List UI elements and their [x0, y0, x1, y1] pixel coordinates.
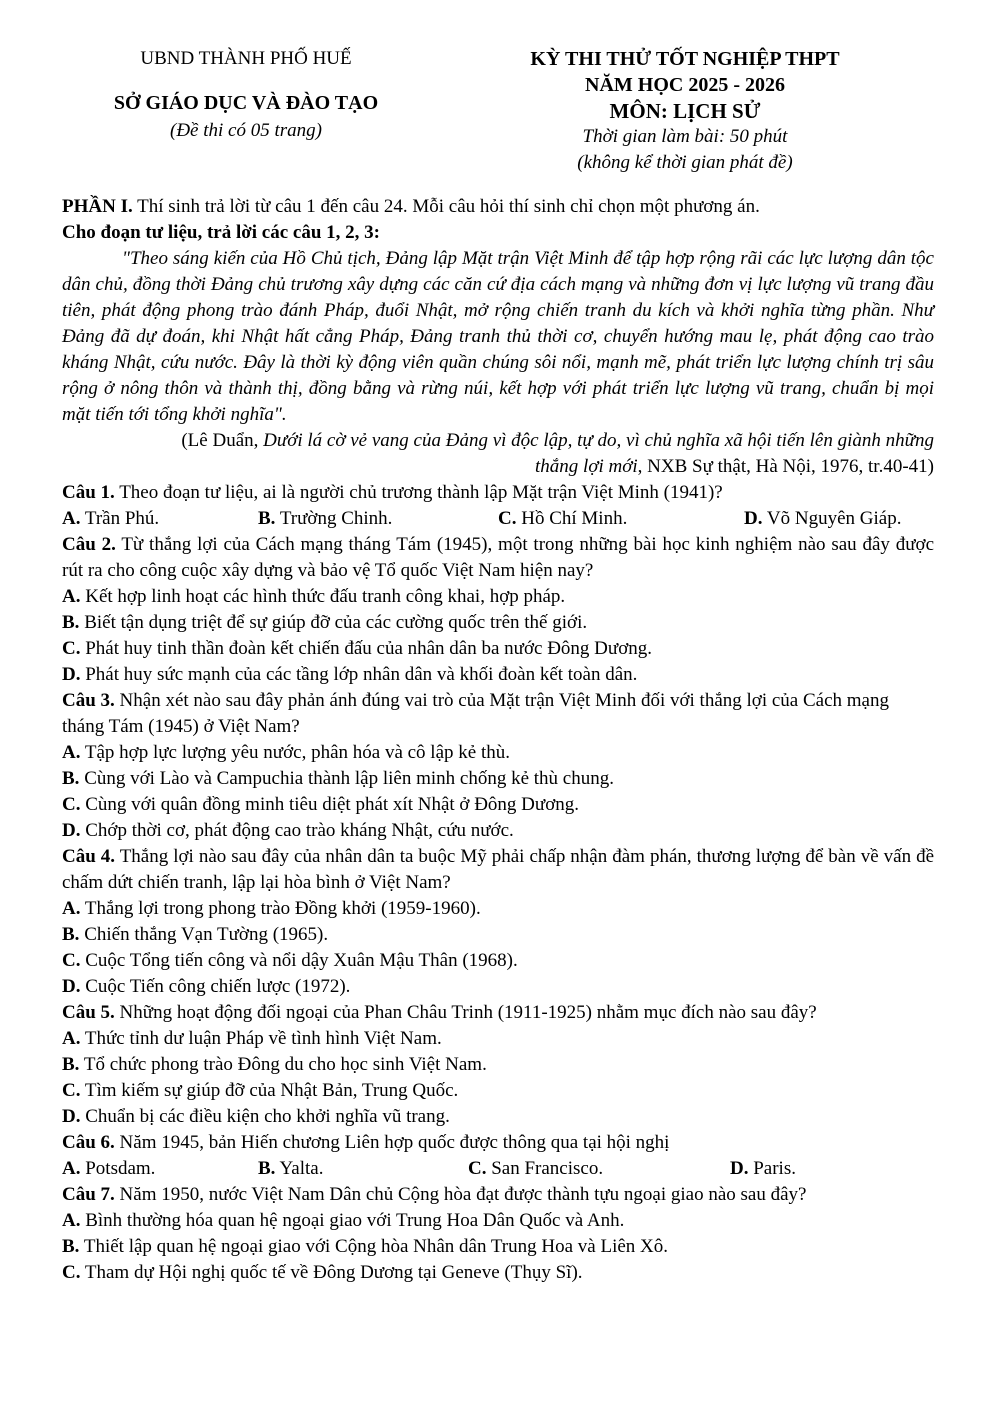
school-year: NĂM HỌC 2025 - 2026: [585, 74, 785, 96]
question-7: Câu 7. Năm 1950, nước Việt Nam Dân chủ Cộng hòa đạt được thành tựu ngoại giao nào sau đây?: [62, 1184, 807, 1205]
question-1-options: [62, 506, 934, 532]
question-4: Câu 4. Thắng lợi nào sau đây của nhân dân ta buộc Mỹ phải chấp nhận đàm phán, thương lượng để bàn về vấn đề chấm dứt chiến tranh, lập lại hòa bình ở Việt Nam?: [62, 846, 934, 893]
option-b[interactable]: B. Cùng với Lào và Campuchia thành lập liên minh chống kẻ thù chung.: [62, 768, 614, 789]
header-right: [470, 46, 900, 176]
page-count-note: (Đề thi có 05 trang): [170, 120, 322, 141]
source-heading: Cho đoạn tư liệu, trả lời các câu 1, 2, 3:: [62, 222, 380, 243]
option-d[interactable]: D. Paris.: [730, 1158, 796, 1179]
source-citation-2: thắng lợi mới, NXB Sự thật, Hà Nội, 1976, tr.40-41): [535, 456, 934, 477]
option-a[interactable]: A. Trần Phú.: [62, 508, 160, 529]
question-2: Câu 2. Từ thắng lợi của Cách mạng tháng Tám (1945), một trong những bài học kinh nghiệm nào sau đây được rút ra cho công cuộc xây dựng và bảo vệ Tổ quốc Việt Nam hiện nay?: [62, 534, 934, 581]
authority-name: UBND THÀNH PHỐ HUẾ: [140, 48, 352, 69]
option-d[interactable]: D. Võ Nguyên Giáp.: [744, 508, 902, 529]
source-citation-1: (Lê Duẩn, Dưới lá cờ vẻ vang của Đảng vì độc lập, tự do, vì chủ nghĩa xã hội tiến lên giành những: [181, 430, 934, 451]
option-c[interactable]: C. San Francisco.: [468, 1158, 604, 1179]
question-3: Câu 3. Nhận xét nào sau đây phản ánh đúng vai trò của Mặt trận Việt Minh đối với thắng lợi của Cách mạng tháng Tám (1945) ở Việt Nam?: [62, 690, 889, 737]
question-1: Câu 1. Theo đoạn tư liệu, ai là người chủ trương thành lập Mặt trận Việt Minh (1941)?: [62, 482, 723, 503]
option-d[interactable]: D. Phát huy sức mạnh của các tầng lớp nhân dân và khối đoàn kết toàn dân.: [62, 664, 638, 685]
option-a[interactable]: A. Thắng lợi trong phong trào Đồng khởi (1959-1960).: [62, 898, 481, 919]
option-c[interactable]: C. Tìm kiếm sự giúp đỡ của Nhật Bản, Trung Quốc.: [62, 1080, 459, 1101]
question-5: Câu 5. Những hoạt động đối ngoại của Phan Châu Trinh (1911-1925) nhằm mục đích nào sau đây?: [62, 1002, 817, 1023]
option-b[interactable]: B. Tổ chức phong trào Đông du cho học sinh Việt Nam.: [62, 1054, 487, 1075]
option-c[interactable]: C. Hồ Chí Minh.: [498, 508, 628, 529]
question-6-options: [62, 1156, 934, 1182]
department-name: SỞ GIÁO DỤC VÀ ĐÀO TẠO: [113, 92, 379, 114]
question-6: Câu 6. Năm 1945, bản Hiến chương Liên hợp quốc được thông qua tại hội nghị: [62, 1132, 670, 1153]
option-b[interactable]: B. Chiến thắng Vạn Tường (1965).: [62, 924, 329, 945]
part-instructions: [62, 194, 934, 220]
option-c[interactable]: C. Phát huy tinh thần đoàn kết chiến đấu của nhân dân ba nước Đông Dương.: [62, 638, 652, 659]
option-d[interactable]: D. Cuộc Tiến công chiến lược (1972).: [62, 976, 351, 997]
option-b[interactable]: B. Yalta.: [258, 1158, 324, 1179]
exam-body: [62, 194, 934, 1286]
time-note: (không kể thời gian phát đề): [577, 152, 793, 173]
option-b[interactable]: B. Biết tận dụng triệt để sự giúp đỡ của các cường quốc trên thế giới.: [62, 612, 588, 633]
option-c[interactable]: C. Cuộc Tổng tiến công và nổi dậy Xuân Mậu Thân (1968).: [62, 950, 518, 971]
option-b[interactable]: B. Thiết lập quan hệ ngoại giao với Cộng hòa Nhân dân Trung Hoa và Liên Xô.: [62, 1236, 669, 1257]
option-d[interactable]: D. Chuẩn bị các điều kiện cho khởi nghĩa vũ trang.: [62, 1106, 450, 1127]
part-text: Thí sinh trả lời từ câu 1 đến câu 24. Mỗi câu hỏi thí sinh chỉ chọn một phương án.: [132, 196, 760, 217]
option-a[interactable]: A. Bình thường hóa quan hệ ngoại giao với Trung Hoa Dân Quốc và Anh.: [62, 1210, 625, 1231]
option-d[interactable]: D. Chớp thời cơ, phát động cao trào kháng Nhật, cứu nước.: [62, 820, 514, 841]
option-b[interactable]: B. Trường Chinh.: [258, 508, 393, 529]
subject: MÔN: LỊCH SỬ: [609, 99, 761, 123]
option-a[interactable]: A. Tập hợp lực lượng yêu nước, phân hóa và cô lập kẻ thù.: [62, 742, 510, 763]
header-left: [56, 46, 436, 144]
time-limit: Thời gian làm bài: 50 phút: [582, 126, 788, 147]
option-a[interactable]: A. Kết hợp linh hoạt các hình thức đấu tranh công khai, hợp pháp.: [62, 586, 566, 607]
part-label: PHẦN I.: [62, 196, 133, 217]
option-c[interactable]: C. Cùng với quân đồng minh tiêu diệt phát xít Nhật ở Đông Dương.: [62, 794, 579, 815]
source-quote: "Theo sáng kiến của Hồ Chủ tịch, Đảng lập Mặt trận Việt Minh để tập hợp rộng rãi các lực lượng dân tộc dân chủ, đồng thời Đảng chủ trương xây dựng các căn cứ địa cách mạng và những đơn vị lực lượng vũ trang đầu tiên, phát động phong trào đánh Pháp, đuổi Nhật, mở rộng chiến tranh du kích và khởi nghĩa từng phần. Như Đảng đã dự đoán, khi Nhật hất cẳng Pháp, Đảng tranh thủ thời cơ, chuyển hướng mau lẹ, phát động cao trào kháng Nhật, cứu nước. Đây là thời kỳ động viên quần chúng sôi nổi, mạnh mẽ, phát triển lực lượng chính trị sâu rộng ở nông thôn và thành thị, đồng bằng và rừng núi, kết hợp với phát triển lực lượng vũ trang, chuẩn bị mọi mặt tiến tới tổng khởi nghĩa".: [62, 248, 934, 425]
option-c[interactable]: C. Tham dự Hội nghị quốc tế về Đông Dương tại Geneve (Thụy Sĩ).: [62, 1262, 583, 1283]
exam-title: KỲ THI THỬ TỐT NGHIỆP THPT: [530, 48, 840, 70]
option-a[interactable]: A. Thức tỉnh dư luận Pháp về tình hình Việt Nam.: [62, 1028, 442, 1049]
option-a[interactable]: A. Potsdam.: [62, 1158, 156, 1179]
